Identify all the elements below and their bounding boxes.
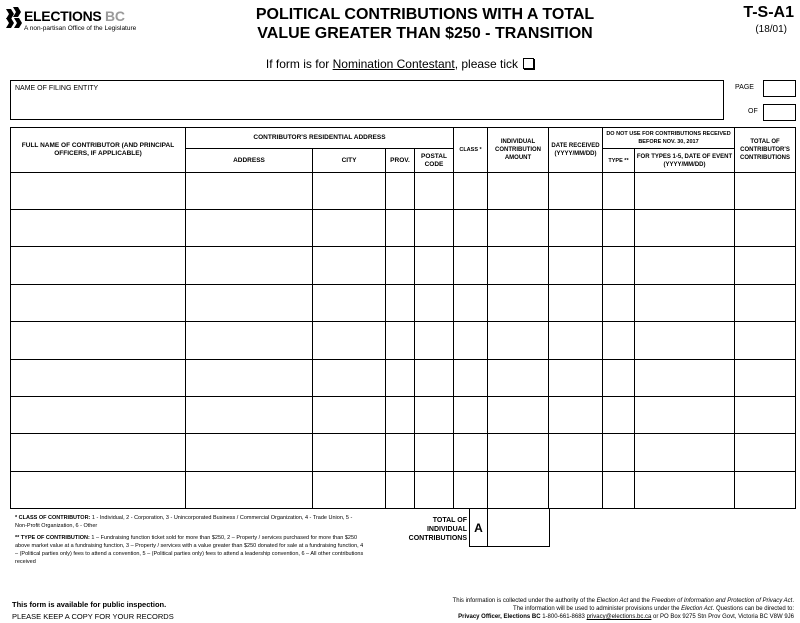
keep-copy-note: PLEASE KEEP A COPY FOR YOUR RECORDS — [12, 612, 174, 621]
col-total-contributions: TOTAL OF CONTRIBUTOR'S CONTRIBUTIONS — [740, 139, 790, 161]
col-date-received: DATE RECEIVED (YYYY/MM/DD) — [551, 143, 600, 157]
group-residential-address: CONTRIBUTOR'S RESIDENTIAL ADDRESS — [253, 134, 386, 141]
title-line-1: POLITICAL CONTRIBUTIONS WITH A TOTAL — [255, 6, 595, 23]
logo-mark-icon — [4, 6, 24, 28]
col-postal-code: POSTAL CODE — [421, 152, 447, 168]
footnotes — [15, 514, 365, 570]
total-box — [469, 509, 550, 547]
col-prov: PROV. — [390, 156, 410, 164]
col-class: CLASS * — [459, 147, 482, 153]
elections-bc-logo — [4, 6, 154, 34]
group-do-not-use: DO NOT USE FOR CONTRIBUTIONS RECEIVED BEFORE NOV. 30, 2017 — [606, 131, 731, 145]
filing-entity-field[interactable] — [10, 80, 724, 120]
total-letter: A — [470, 509, 488, 546]
col-event-date: FOR TYPES 1-5, DATE OF EVENT (YYYY/MM/DD) — [636, 153, 733, 168]
title-line-2: VALUE GREATER THAN $250 - TRANSITION — [257, 25, 593, 42]
col-address: ADDRESS — [233, 156, 265, 164]
nomination-contestant-line: If form is for Nomination Contestant, please tick — [180, 57, 620, 71]
total-amount-field[interactable] — [488, 509, 549, 546]
logo-tagline: A non-partisan Office of the Legislature — [24, 25, 137, 32]
form-version: (18/01) — [755, 24, 787, 35]
logo-name: ELECTIONS BC — [24, 8, 125, 24]
col-contribution-amount: INDIVIDUAL CONTRIBUTION AMOUNT — [495, 139, 541, 161]
page-label: PAGE — [735, 84, 754, 91]
total-label: TOTAL OF INDIVIDUAL CONTRIBUTIONS — [408, 517, 467, 542]
contributions-table — [10, 127, 796, 509]
col-type: TYPE ** — [608, 157, 629, 164]
privacy-email-link[interactable]: privacy@elections.bc.ca — [586, 614, 652, 620]
page-number-field[interactable] — [763, 80, 796, 97]
class-footnote: * CLASS OF CONTRIBUTOR: 1 - Individual, 2 - Corporation, 3 - Unincorporated Business / Commercial Organization, 4 - Trade Union, 5 - Non-Profit Organization, 6 - Other — [15, 515, 353, 529]
of-label: OF — [748, 108, 758, 115]
form-code: T-S-A1 — [743, 4, 794, 21]
page-total-field[interactable] — [763, 104, 796, 121]
privacy-notice: This information is collected under the authority of the Election Act and the Freedom of Information and Protection of Privacy Act. The information will be used to administer provisions under the Election Act. Questions can be directed to: Privacy Officer, Elections BC 1-800-661-8683 privacy@elections.bc.ca or PO Box 9275 Stn Prov Govt, Victoria BC V8W 9J6 — [452, 598, 794, 620]
nomination-checkbox[interactable] — [523, 58, 534, 69]
form-title — [220, 5, 630, 43]
type-footnote: ** TYPE OF CONTRIBUTION: 1 – Fundraising function ticket sold for more than $250, 2 – Property / services purchased for more than $250 above market value at a fundraising function, 3 – Property / services with a value greater than $250 donated for sale at a fundraising function, 4 – (Political parties only) fees to attend a convention, 5 – (Political parties only) fees to attend a leadership convention, 6 – All other contributions received — [15, 535, 364, 565]
filing-entity-label: NAME OF FILING ENTITY — [15, 85, 99, 92]
public-inspection-note: This form is available for public inspection. — [12, 600, 167, 609]
col-city: CITY — [341, 156, 357, 164]
col-full-name: FULL NAME OF CONTRIBUTOR (AND PRINCIPAL OFFICERS, IF APPLICABLE) — [21, 142, 175, 157]
